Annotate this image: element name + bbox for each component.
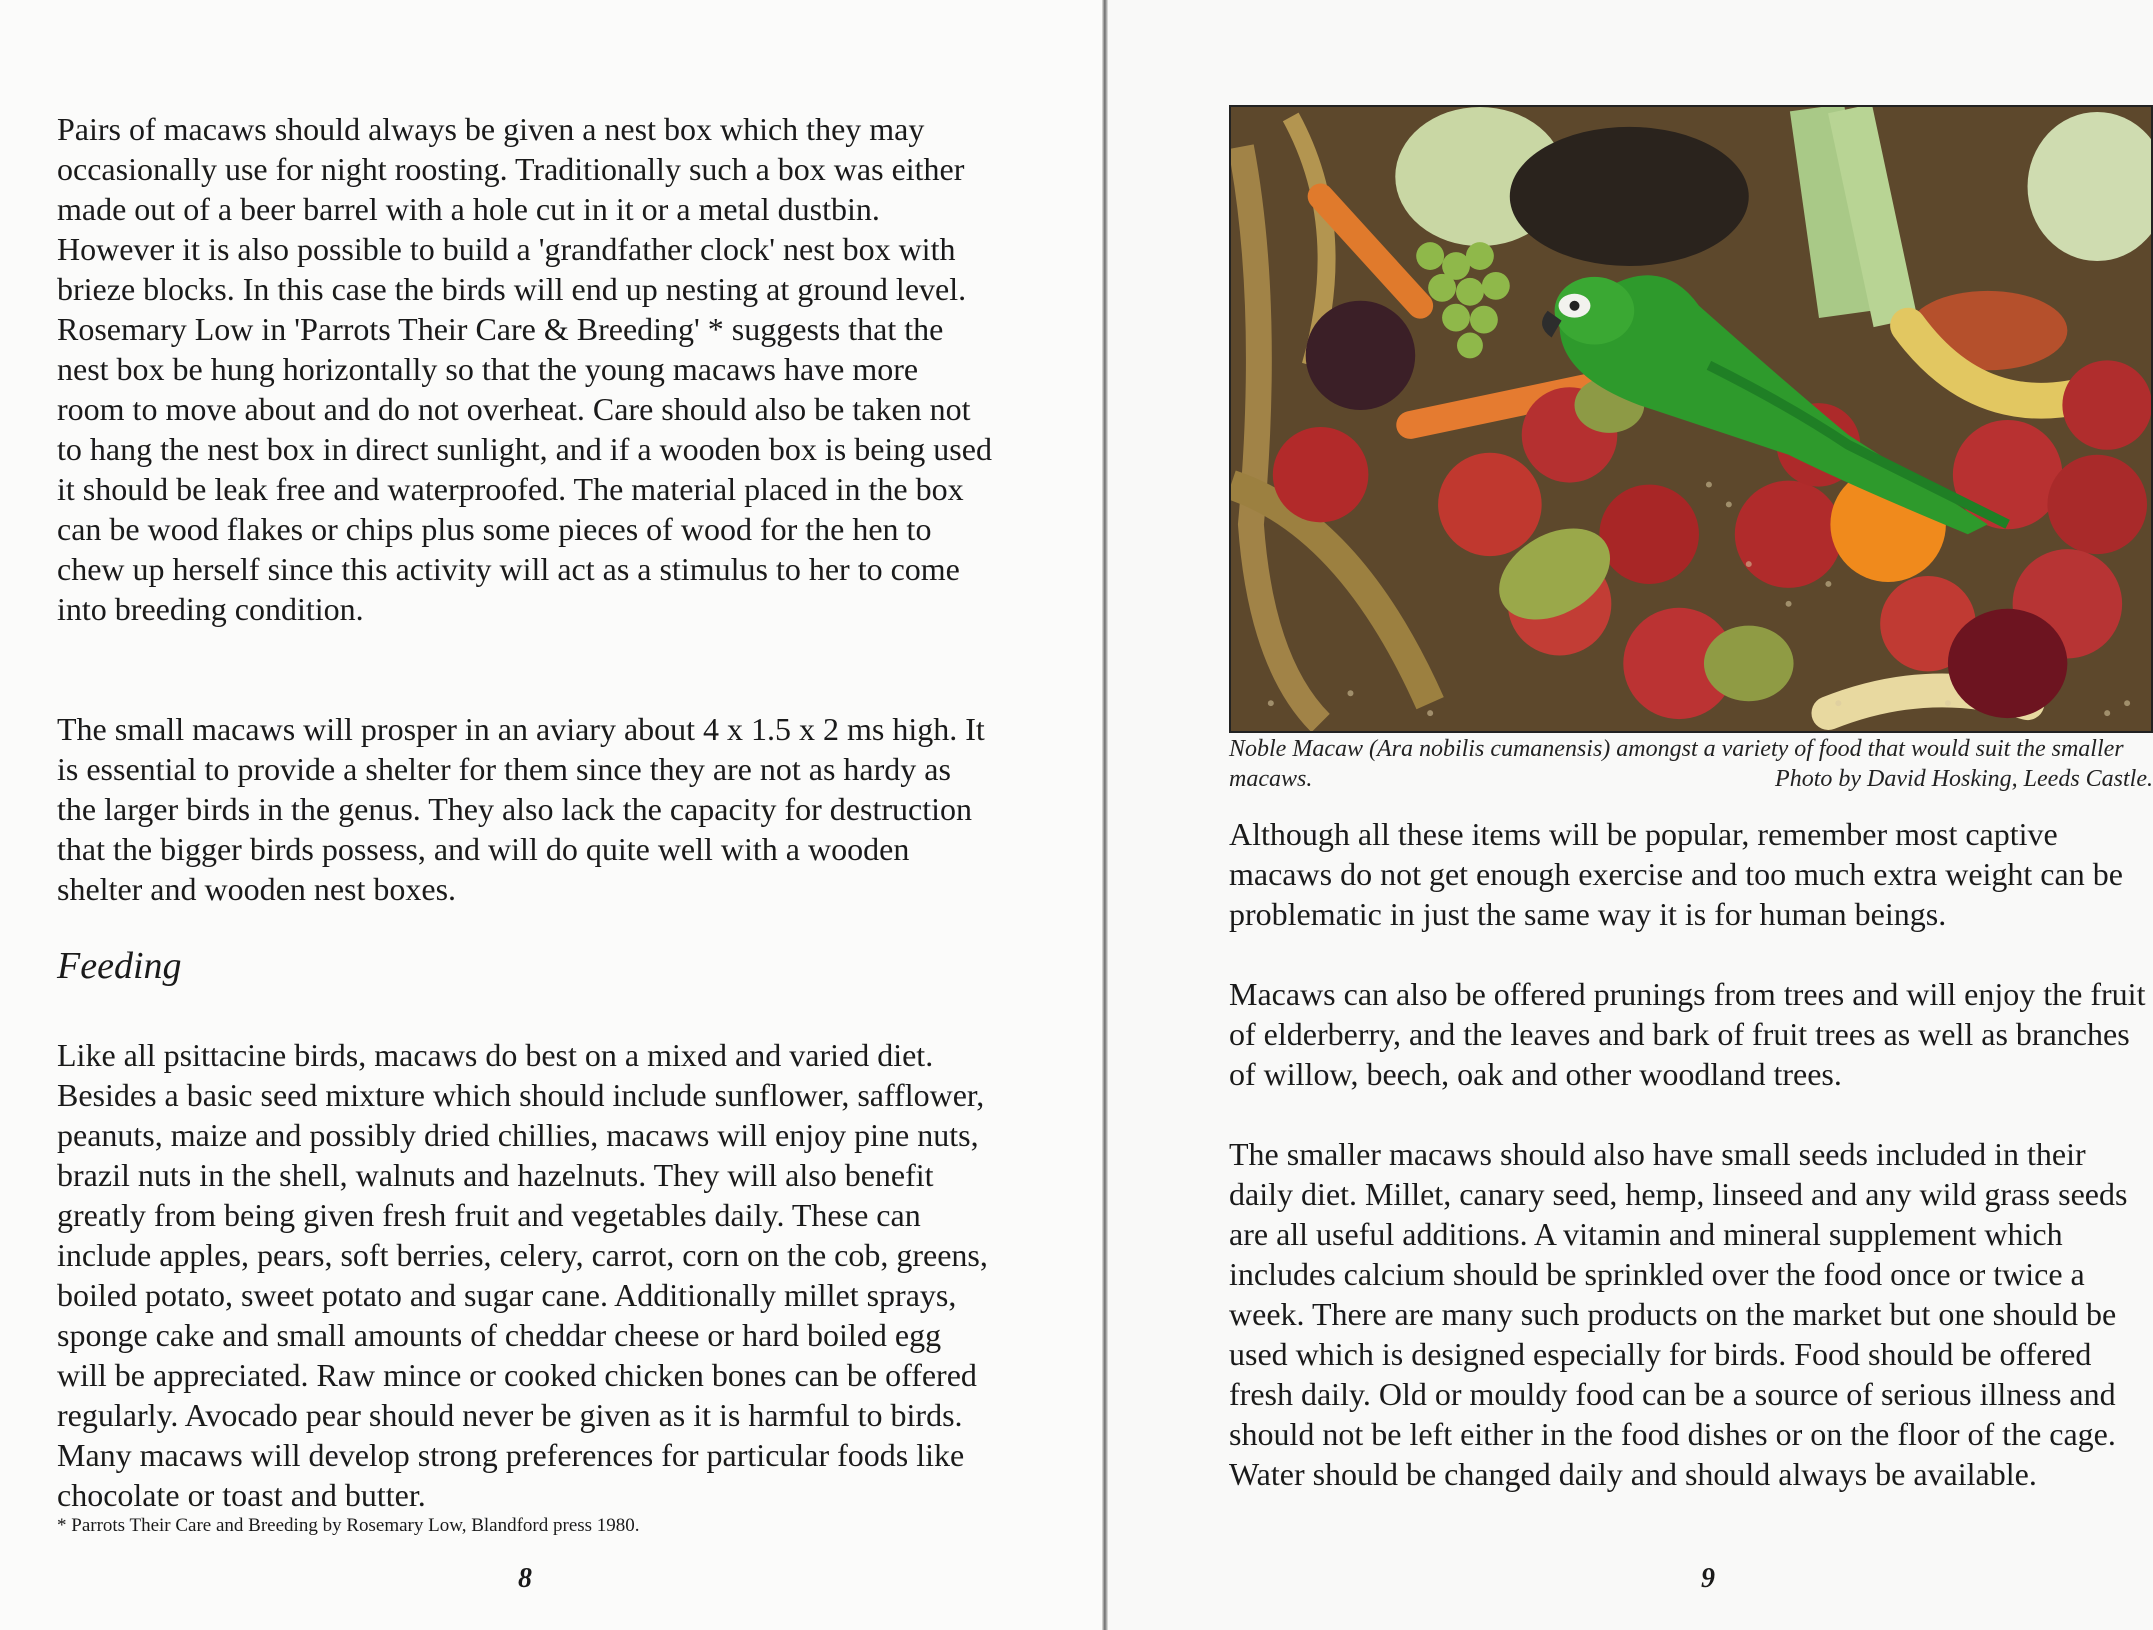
footnote: * Parrots Their Care and Breeding by Rosemary Low, Blandford press 1980. <box>57 1515 640 1536</box>
left-paragraph-feeding: Like all psittacine birds, macaws do best on a mixed and varied diet. Besides a basic seed mixture which should include sunflower, safflower, peanuts, maize and possibly dried chillies, macaws will enjoy pine nuts, brazil nuts in the shell, walnuts and hazelnuts. They will also benefit greatly from being given fresh fruit and vegetables daily. These can include apples, pears, soft berries, celery, carrot, corn on the cob, greens, boiled potato, sweet potato and sugar cane. Additionally millet sprays, sponge cake and small amounts of cheddar cheese or hard boiled egg will be appreciated. Raw mince or cooked chicken bones can be offered regularly. Avocado pear should never be given as it is harmful to birds. Many macaws will develop strong preferences for particular foods like chocolate or toast and butter. <box>57 1037 988 1513</box>
right-page <box>1108 0 2153 1630</box>
right-paragraph-prunings: Macaws can also be offered prunings from trees and will enjoy the fruit of elderberry, and the leaves and bark of fruit trees as well as branches of willow, beech, oak and other woodland trees. <box>1229 976 2146 1092</box>
photo-caption <box>1229 734 2153 794</box>
page-number-left: 8 <box>518 1563 532 1594</box>
page-number-right: 9 <box>1701 1563 1715 1594</box>
macaw-photo <box>1229 105 2153 733</box>
right-paragraph-exercise: Although all these items will be popular, remember most captive macaws do not get enough exercise and too much extra weight can be problematic in just the same way it is for human beings. <box>1229 816 2123 932</box>
right-paragraph-small-seeds: The smaller macaws should also have small seeds included in their daily diet. Millet, canary seed, hemp, linseed and any wild grass seeds are all useful additions. A vitamin and mineral supplement which includes calcium should be sprinkled over the food once or twice a week. There are many such products on the market but one should be used which is designed especially for birds. Food should be offered fresh daily. Old or mouldy food can be a source of serious illness and should not be left either in the food dishes or on the floor of the cage. Water should be changed daily and should always be available. <box>1229 1136 2128 1492</box>
photo-caption-text: Noble Macaw (Ara nobilis cumanensis) amongst a variety of food that would suit the smaller macaws. <box>1229 736 2124 792</box>
left-paragraph-nest-box: Pairs of macaws should always be given a nest box which they may occasionally use for night roosting. Traditionally such a box was either made out of a beer barrel with a hole cut in it or a metal dustbin. However it is also possible to build a 'grandfather clock' nest box with brieze blocks. In this case the birds will end up nesting at ground level. Rosemary Low in 'Parrots Their Care & Breeding' * suggests that the nest box be hung horizontally so that the young macaws have more room to move about and do not overheat. Care should also be taken not to hang the nest box in direct sunlight, and if a wooden box is being used it should be leak free and waterproofed. The material placed in the box can be wood flakes or chips plus some pieces of wood for the hen to chew up herself since this activity will act as a stimulus to her to come into breeding condition. <box>57 111 992 627</box>
feeding-heading: Feeding <box>57 945 182 987</box>
left-paragraph-aviary: The small macaws will prosper in an aviary about 4 x 1.5 x 2 ms high. It is essential to provide a shelter for them since they are not as hardy as the larger birds in the genus. They also lack the capacity for destruction that the bigger birds possess, and will do quite well with a wooden shelter and wooden nest boxes. <box>57 711 985 907</box>
photo-credit: Photo by David Hosking, Leeds Castle. <box>1775 766 2153 792</box>
macaw-photo-illustration <box>1231 107 2151 731</box>
